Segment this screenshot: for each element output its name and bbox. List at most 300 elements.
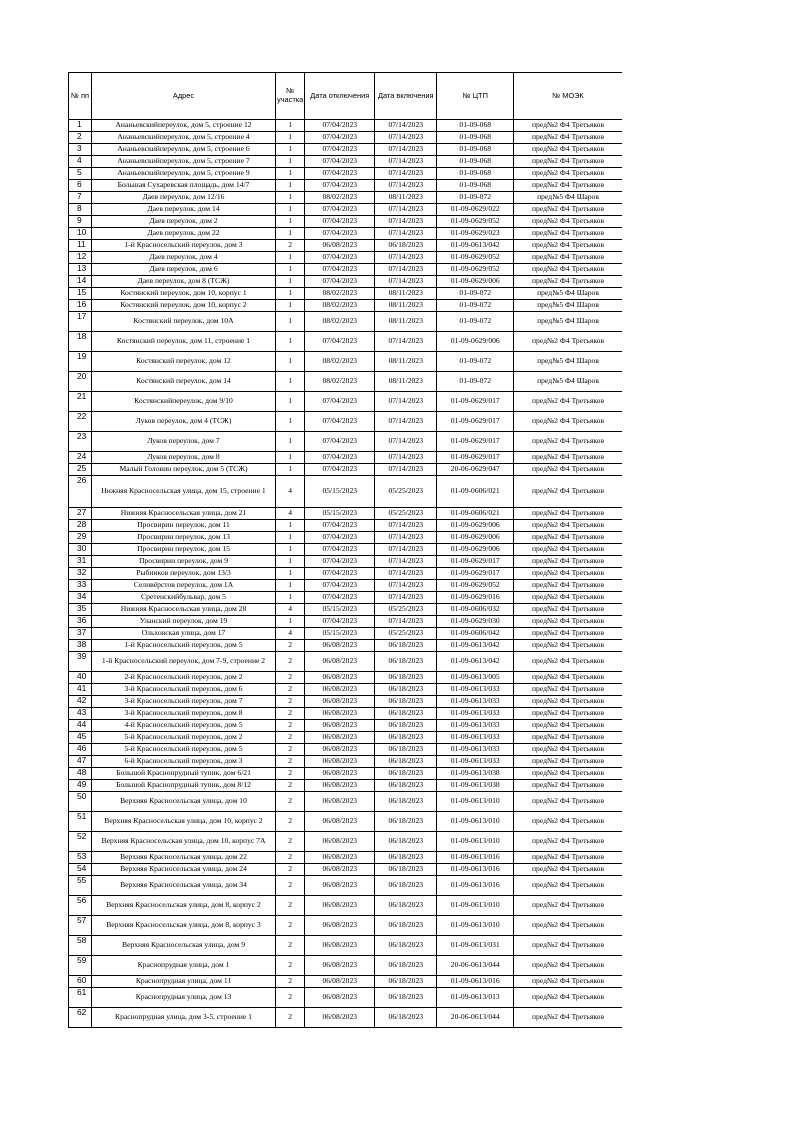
table-row [69, 684, 622, 696]
cell-ctp: 01-09-072 [437, 312, 514, 332]
cell-address: 1-й Красносельский переулок, дом 5 [92, 640, 276, 652]
cell-off-date: 05/15/2023 [305, 508, 375, 520]
cell-section: 2 [276, 864, 305, 876]
cell-on-date: 06/18/2023 [375, 744, 437, 756]
table-row [69, 288, 622, 300]
cell-address: 5-й Красносельский переулок, дом 2 [92, 732, 276, 744]
cell-num: 16 [69, 300, 92, 312]
col-header-address: Адрес [92, 73, 276, 120]
cell-num: 53 [69, 852, 92, 864]
cell-on-date: 07/14/2023 [375, 120, 437, 132]
cell-section: 1 [276, 412, 305, 432]
cell-ctp: 01-09-0613/042 [437, 640, 514, 652]
col-header-on-date: Дата включения [375, 73, 437, 120]
cell-num: 33 [69, 580, 92, 592]
col-header-num: № пп [69, 73, 92, 120]
cell-num: 55 [69, 876, 92, 896]
cell-on-date: 06/18/2023 [375, 832, 437, 852]
table-row [69, 156, 622, 168]
cell-on-date: 08/11/2023 [375, 288, 437, 300]
cell-ctp: 01-09-0629/017 [437, 412, 514, 432]
cell-moek: пред№2 Ф4 Третьяков [514, 708, 622, 720]
table-row [69, 532, 622, 544]
cell-on-date: 06/18/2023 [375, 720, 437, 732]
cell-address: Даев переулок, дом 8 (ТСЖ) [92, 276, 276, 288]
cell-on-date: 06/18/2023 [375, 976, 437, 988]
cell-moek: пред№2 Ф4 Третьяков [514, 916, 622, 936]
cell-num: 57 [69, 916, 92, 936]
cell-num: 6 [69, 180, 92, 192]
cell-off-date: 07/04/2023 [305, 216, 375, 228]
cell-section: 2 [276, 696, 305, 708]
cell-moek: пред№2 Ф4 Третьяков [514, 168, 622, 180]
cell-address: 3-й Красносельский переулок, дом 7 [92, 696, 276, 708]
cell-off-date: 06/08/2023 [305, 732, 375, 744]
cell-off-date: 06/08/2023 [305, 896, 375, 916]
cell-off-date: 07/04/2023 [305, 412, 375, 432]
cell-section: 2 [276, 976, 305, 988]
cell-ctp: 01-09-0613/042 [437, 240, 514, 252]
cell-num: 20 [69, 372, 92, 392]
cell-ctp: 01-09-072 [437, 352, 514, 372]
cell-section: 2 [276, 832, 305, 852]
cell-moek: пред№2 Ф4 Третьяков [514, 592, 622, 604]
cell-moek: пред№2 Ф4 Третьяков [514, 628, 622, 640]
cell-on-date: 06/18/2023 [375, 936, 437, 956]
cell-num: 7 [69, 192, 92, 204]
table-row [69, 240, 622, 252]
cell-off-date: 06/08/2023 [305, 956, 375, 976]
cell-section: 1 [276, 532, 305, 544]
table-row [69, 936, 622, 956]
cell-address: Большая Сухаревская площадь, дом 14/7 [92, 180, 276, 192]
cell-moek: пред№2 Ф4 Третьяков [514, 204, 622, 216]
cell-off-date: 08/02/2023 [305, 288, 375, 300]
cell-on-date: 07/14/2023 [375, 252, 437, 264]
cell-address: Костянский переулок, дом 10, корпус 1 [92, 288, 276, 300]
cell-section: 2 [276, 768, 305, 780]
cell-moek: пред№5 Ф4 Шаров [514, 192, 622, 204]
table-row [69, 312, 622, 332]
cell-address: Нижняя Красносельская улица, дом 15, строение 1 [92, 476, 276, 508]
cell-ctp: 01-09-0629/006 [437, 544, 514, 556]
cell-on-date: 06/18/2023 [375, 756, 437, 768]
cell-moek: пред№2 Ф4 Третьяков [514, 180, 622, 192]
cell-num: 30 [69, 544, 92, 556]
table-row [69, 852, 622, 864]
cell-num: 61 [69, 988, 92, 1008]
cell-ctp: 01-09-0613/031 [437, 936, 514, 956]
table-row [69, 432, 622, 452]
cell-ctp: 01-09-0613/033 [437, 756, 514, 768]
cell-on-date: 07/14/2023 [375, 168, 437, 180]
table-row [69, 592, 622, 604]
cell-address: Верхняя Красносельская улица, дом 22 [92, 852, 276, 864]
cell-ctp: 01-09-068 [437, 180, 514, 192]
cell-off-date: 08/02/2023 [305, 372, 375, 392]
cell-on-date: 08/11/2023 [375, 312, 437, 332]
cell-on-date: 06/18/2023 [375, 696, 437, 708]
cell-address: 2-й Красносельский переулок, дом 2 [92, 672, 276, 684]
cell-on-date: 06/18/2023 [375, 732, 437, 744]
table-row [69, 640, 622, 652]
cell-ctp: 01-09-0613/005 [437, 672, 514, 684]
cell-num: 10 [69, 228, 92, 240]
cell-section: 1 [276, 252, 305, 264]
cell-ctp: 01-09-072 [437, 300, 514, 312]
cell-on-date: 07/14/2023 [375, 276, 437, 288]
cell-off-date: 06/08/2023 [305, 720, 375, 732]
table-row [69, 756, 622, 768]
cell-section: 1 [276, 372, 305, 392]
cell-num: 25 [69, 464, 92, 476]
cell-moek: пред№2 Ф4 Третьяков [514, 1008, 622, 1028]
cell-moek: пред№2 Ф4 Третьяков [514, 756, 622, 768]
cell-section: 2 [276, 1008, 305, 1028]
table-row [69, 792, 622, 812]
cell-num: 50 [69, 792, 92, 812]
cell-on-date: 06/18/2023 [375, 240, 437, 252]
cell-num: 21 [69, 392, 92, 412]
cell-moek: пред№2 Ф4 Третьяков [514, 640, 622, 652]
table-row [69, 144, 622, 156]
cell-section: 2 [276, 756, 305, 768]
cell-ctp: 01-09-0629/006 [437, 276, 514, 288]
cell-num: 60 [69, 976, 92, 988]
table-row [69, 1008, 622, 1028]
cell-num: 51 [69, 812, 92, 832]
cell-section: 1 [276, 168, 305, 180]
table-row [69, 628, 622, 640]
cell-address: 1-й Красносельский переулок, дом 7-9, строение 2 [92, 652, 276, 672]
cell-num: 23 [69, 432, 92, 452]
cell-address: Большой Краснопрудный тупик, дом 8/12 [92, 780, 276, 792]
cell-num: 43 [69, 708, 92, 720]
cell-off-date: 06/08/2023 [305, 744, 375, 756]
cell-ctp: 01-09-072 [437, 192, 514, 204]
cell-section: 2 [276, 792, 305, 812]
cell-on-date: 08/11/2023 [375, 352, 437, 372]
cell-ctp: 01-09-0629/023 [437, 228, 514, 240]
cell-off-date: 07/04/2023 [305, 144, 375, 156]
cell-moek: пред№2 Ф4 Третьяков [514, 228, 622, 240]
cell-off-date: 07/04/2023 [305, 616, 375, 628]
cell-ctp: 01-09-0613/010 [437, 916, 514, 936]
cell-off-date: 06/08/2023 [305, 780, 375, 792]
cell-ctp: 01-09-0613/038 [437, 780, 514, 792]
cell-moek: пред№2 Ф4 Третьяков [514, 252, 622, 264]
cell-address: Ольховская улица, дом 17 [92, 628, 276, 640]
col-header-section: № участка [276, 73, 305, 120]
cell-on-date: 05/25/2023 [375, 508, 437, 520]
cell-section: 2 [276, 672, 305, 684]
cell-moek: пред№2 Ф4 Третьяков [514, 144, 622, 156]
cell-on-date: 07/14/2023 [375, 332, 437, 352]
cell-ctp: 01-09-0613/016 [437, 976, 514, 988]
cell-num: 3 [69, 144, 92, 156]
cell-off-date: 06/08/2023 [305, 812, 375, 832]
cell-address: Верхняя Красносельская улица, дом 24 [92, 864, 276, 876]
table-row [69, 168, 622, 180]
cell-moek: пред№2 Ф4 Третьяков [514, 412, 622, 432]
cell-off-date: 06/08/2023 [305, 708, 375, 720]
cell-num: 48 [69, 768, 92, 780]
cell-on-date: 07/14/2023 [375, 180, 437, 192]
table-row [69, 720, 622, 732]
table-row [69, 228, 622, 240]
cell-off-date: 07/04/2023 [305, 332, 375, 352]
cell-moek: пред№2 Ф4 Третьяков [514, 768, 622, 780]
cell-section: 2 [276, 732, 305, 744]
cell-ctp: 01-09-0613/033 [437, 684, 514, 696]
cell-section: 1 [276, 352, 305, 372]
cell-ctp: 01-09-072 [437, 372, 514, 392]
cell-num: 42 [69, 696, 92, 708]
cell-moek: пред№2 Ф4 Третьяков [514, 532, 622, 544]
cell-moek: пред№2 Ф4 Третьяков [514, 744, 622, 756]
cell-off-date: 05/15/2023 [305, 604, 375, 616]
cell-address: Нижняя Красносельская улица, дом 21 [92, 508, 276, 520]
cell-address: Луков переулок, дом 8 [92, 452, 276, 464]
cell-ctp: 20-06-0613/044 [437, 956, 514, 976]
cell-num: 44 [69, 720, 92, 732]
cell-ctp: 01-09-0629/030 [437, 616, 514, 628]
cell-section: 1 [276, 204, 305, 216]
table-row [69, 744, 622, 756]
cell-address: Верхняя Красносельская улица, дом 10 [92, 792, 276, 812]
table-row [69, 132, 622, 144]
cell-ctp: 01-09-0629/017 [437, 392, 514, 412]
cell-ctp: 01-09-0606/021 [437, 476, 514, 508]
table-row [69, 696, 622, 708]
cell-num: 22 [69, 412, 92, 432]
cell-on-date: 08/11/2023 [375, 192, 437, 204]
cell-on-date: 06/18/2023 [375, 812, 437, 832]
cell-num: 59 [69, 956, 92, 976]
cell-moek: пред№5 Ф4 Шаров [514, 300, 622, 312]
cell-on-date: 06/18/2023 [375, 1008, 437, 1028]
cell-address: Краснопрудная улица, дом 11 [92, 976, 276, 988]
cell-num: 14 [69, 276, 92, 288]
cell-num: 8 [69, 204, 92, 216]
cell-address: Просвирин переулок, дом 9 [92, 556, 276, 568]
table-row [69, 372, 622, 392]
cell-on-date: 06/18/2023 [375, 916, 437, 936]
cell-section: 1 [276, 332, 305, 352]
cell-num: 40 [69, 672, 92, 684]
cell-num: 2 [69, 132, 92, 144]
cell-ctp: 01-09-0613/010 [437, 832, 514, 852]
cell-section: 1 [276, 312, 305, 332]
cell-ctp: 01-09-0613/033 [437, 732, 514, 744]
cell-address: Костянский переулок, дом 12 [92, 352, 276, 372]
table-row [69, 508, 622, 520]
cell-section: 1 [276, 616, 305, 628]
cell-on-date: 06/18/2023 [375, 672, 437, 684]
table-row [69, 412, 622, 432]
table-row [69, 864, 622, 876]
cell-num: 1 [69, 120, 92, 132]
cell-off-date: 06/08/2023 [305, 684, 375, 696]
cell-address: Ананьевскийпереулок, дом 5, строение 4 [92, 132, 276, 144]
cell-num: 13 [69, 264, 92, 276]
cell-section: 2 [276, 652, 305, 672]
cell-address: Костянский переулок, дом 11, строение 1 [92, 332, 276, 352]
cell-on-date: 07/14/2023 [375, 580, 437, 592]
cell-off-date: 06/08/2023 [305, 640, 375, 652]
cell-ctp: 01-09-0629/017 [437, 452, 514, 464]
cell-num: 9 [69, 216, 92, 228]
cell-on-date: 07/14/2023 [375, 568, 437, 580]
col-header-ctp: № ЦТП [437, 73, 514, 120]
cell-ctp: 01-09-0629/006 [437, 520, 514, 532]
cell-section: 1 [276, 216, 305, 228]
table-row [69, 352, 622, 372]
cell-ctp: 01-09-0613/010 [437, 792, 514, 812]
cell-section: 1 [276, 156, 305, 168]
cell-on-date: 07/14/2023 [375, 132, 437, 144]
table-row [69, 780, 622, 792]
cell-moek: пред№2 Ф4 Третьяков [514, 604, 622, 616]
cell-moek: пред№2 Ф4 Третьяков [514, 616, 622, 628]
cell-on-date: 06/18/2023 [375, 956, 437, 976]
cell-off-date: 06/08/2023 [305, 792, 375, 812]
cell-moek: пред№2 Ф4 Третьяков [514, 120, 622, 132]
cell-off-date: 07/04/2023 [305, 580, 375, 592]
cell-on-date: 05/25/2023 [375, 628, 437, 640]
table-row [69, 916, 622, 936]
table-row [69, 476, 622, 508]
cell-section: 2 [276, 640, 305, 652]
cell-address: 1-й Красносельский переулок, дом 3 [92, 240, 276, 252]
cell-num: 11 [69, 240, 92, 252]
cell-on-date: 07/14/2023 [375, 452, 437, 464]
cell-moek: пред№2 Ф4 Третьяков [514, 720, 622, 732]
cell-address: Даев переулок, дом 14 [92, 204, 276, 216]
cell-on-date: 07/14/2023 [375, 544, 437, 556]
cell-address: Верхняя Красносельская улица, дом 10, корпус 7А [92, 832, 276, 852]
cell-section: 1 [276, 276, 305, 288]
cell-off-date: 08/02/2023 [305, 192, 375, 204]
cell-num: 46 [69, 744, 92, 756]
cell-address: Луков переулок, дом 7 [92, 432, 276, 452]
cell-on-date: 07/14/2023 [375, 204, 437, 216]
cell-on-date: 06/18/2023 [375, 640, 437, 652]
cell-num: 29 [69, 532, 92, 544]
cell-address: 3-й Красносельский переулок, дом 6 [92, 684, 276, 696]
cell-address: Уланский переулок, дом 19 [92, 616, 276, 628]
cell-num: 56 [69, 896, 92, 916]
table-row [69, 544, 622, 556]
outage-table [68, 72, 622, 1028]
cell-ctp: 01-09-0629/052 [437, 264, 514, 276]
table-row [69, 604, 622, 616]
cell-moek: пред№2 Ф4 Третьяков [514, 464, 622, 476]
cell-off-date: 06/08/2023 [305, 768, 375, 780]
cell-section: 2 [276, 708, 305, 720]
cell-section: 2 [276, 240, 305, 252]
table-row [69, 832, 622, 852]
cell-section: 2 [276, 812, 305, 832]
cell-on-date: 05/25/2023 [375, 604, 437, 616]
cell-ctp: 01-09-0629/006 [437, 332, 514, 352]
cell-off-date: 06/08/2023 [305, 756, 375, 768]
cell-address: Даев переулок, дом 6 [92, 264, 276, 276]
cell-off-date: 07/04/2023 [305, 464, 375, 476]
cell-address: Селивёрстов переулок, дом 1А [92, 580, 276, 592]
cell-ctp: 01-09-0613/016 [437, 876, 514, 896]
cell-address: Верхняя Красносельская улица, дом 8, корпус 3 [92, 916, 276, 936]
cell-off-date: 06/08/2023 [305, 240, 375, 252]
table-row [69, 216, 622, 228]
table-row [69, 652, 622, 672]
cell-section: 1 [276, 180, 305, 192]
cell-moek: пред№2 Ф4 Третьяков [514, 520, 622, 532]
cell-moek: пред№2 Ф4 Третьяков [514, 544, 622, 556]
cell-address: 6-й Красносельский переулок, дом 3 [92, 756, 276, 768]
cell-address: Верхняя Красносельская улица, дом 34 [92, 876, 276, 896]
cell-off-date: 07/04/2023 [305, 252, 375, 264]
cell-ctp: 01-09-0613/010 [437, 896, 514, 916]
cell-address: Краснопрудная улица, дом 1 [92, 956, 276, 976]
cell-section: 4 [276, 604, 305, 616]
cell-ctp: 01-09-0613/010 [437, 812, 514, 832]
cell-section: 1 [276, 132, 305, 144]
cell-moek: пред№2 Ф4 Третьяков [514, 240, 622, 252]
col-header-off-date: Дата отключения [305, 73, 375, 120]
cell-ctp: 01-09-0629/017 [437, 568, 514, 580]
cell-ctp: 01-09-0606/042 [437, 628, 514, 640]
cell-moek: пред№2 Ф4 Третьяков [514, 684, 622, 696]
cell-num: 41 [69, 684, 92, 696]
cell-num: 19 [69, 352, 92, 372]
cell-moek: пред№5 Ф4 Шаров [514, 288, 622, 300]
cell-address: 4-й Красносельский переулок, дом 5 [92, 720, 276, 732]
cell-moek: пред№5 Ф4 Шаров [514, 352, 622, 372]
cell-on-date: 07/14/2023 [375, 520, 437, 532]
cell-on-date: 07/14/2023 [375, 616, 437, 628]
cell-num: 62 [69, 1008, 92, 1028]
cell-off-date: 06/08/2023 [305, 652, 375, 672]
cell-on-date: 06/18/2023 [375, 988, 437, 1008]
cell-ctp: 01-09-0613/033 [437, 744, 514, 756]
table-row [69, 520, 622, 532]
table-row [69, 204, 622, 216]
cell-section: 1 [276, 464, 305, 476]
table-row [69, 120, 622, 132]
cell-num: 36 [69, 616, 92, 628]
cell-address: Нижняя Красносельская улица, дом 28 [92, 604, 276, 616]
cell-section: 2 [276, 936, 305, 956]
cell-on-date: 08/11/2023 [375, 372, 437, 392]
cell-ctp: 01-09-072 [437, 288, 514, 300]
cell-section: 2 [276, 988, 305, 1008]
cell-on-date: 07/14/2023 [375, 592, 437, 604]
cell-off-date: 06/08/2023 [305, 696, 375, 708]
cell-section: 2 [276, 896, 305, 916]
table-row [69, 708, 622, 720]
cell-moek: пред№2 Ф4 Третьяков [514, 936, 622, 956]
header-row [69, 73, 622, 120]
cell-section: 1 [276, 556, 305, 568]
cell-off-date: 07/04/2023 [305, 276, 375, 288]
cell-section: 2 [276, 720, 305, 732]
cell-off-date: 06/08/2023 [305, 864, 375, 876]
cell-address: Просвирин переулок, дом 11 [92, 520, 276, 532]
col-header-moek: № МОЭК [514, 73, 622, 120]
cell-on-date: 06/18/2023 [375, 708, 437, 720]
cell-num: 32 [69, 568, 92, 580]
